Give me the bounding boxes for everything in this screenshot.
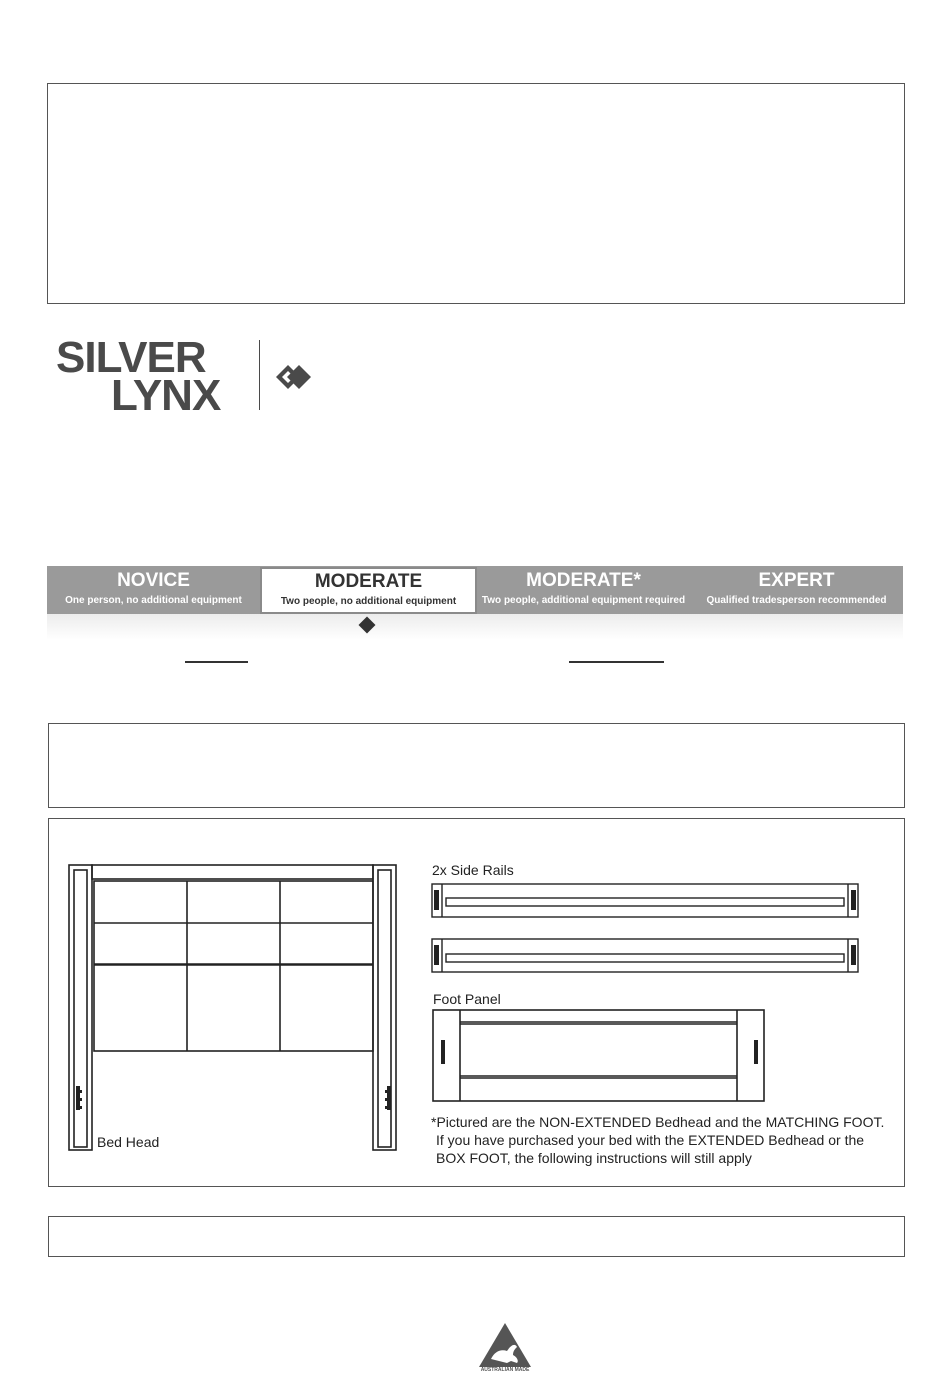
note-line: *Pictured are the NON-EXTENDED Bedhead and the MATCHING FOOT. — [431, 1114, 885, 1130]
australian-made-text: AUSTRALIAN MADE — [480, 1367, 530, 1373]
difficulty-subtitle: One person, no additional equipment — [65, 595, 242, 606]
logo-line-2: LYNX — [111, 371, 221, 420]
difficulty-subtitle: Two people, additional equipment required — [481, 595, 686, 606]
difficulty-subtitle: Two people, no additional equipment — [280, 596, 457, 607]
difficulty-bar — [47, 566, 903, 614]
logo-line-1: SILVER — [56, 333, 206, 382]
logo-divider — [259, 340, 260, 410]
blank-underline-1 — [185, 661, 248, 663]
bed-head-drawing — [66, 862, 402, 1154]
difficulty-title: MODERATE* — [526, 570, 641, 591]
difficulty-shadow — [47, 614, 903, 640]
side-rails-drawing — [430, 882, 862, 978]
difficulty-moderate-selected — [260, 567, 477, 614]
foot-panel-drawing — [430, 1008, 768, 1104]
difficulty-moderate-star — [477, 566, 690, 614]
difficulty-subtitle: Qualified tradesperson recommended — [706, 595, 887, 606]
header-box — [47, 83, 905, 304]
note-line: If you have purchased your bed with the EXTENDED Bedhead or the — [436, 1132, 865, 1148]
footer-box — [48, 1216, 905, 1257]
difficulty-title: NOVICE — [117, 570, 190, 591]
parts-note — [431, 1113, 901, 1167]
note-line: BOX FOOT, the following instructions will still apply — [436, 1150, 752, 1166]
foot-panel-label: Foot Panel — [433, 991, 501, 1007]
lynx-diamond-icon — [276, 364, 312, 390]
difficulty-title: EXPERT — [758, 570, 835, 591]
difficulty-novice — [47, 566, 260, 614]
difficulty-expert — [690, 566, 903, 614]
info-box — [48, 723, 905, 808]
difficulty-title: MODERATE — [314, 571, 423, 592]
bed-head-label: Bed Head — [97, 1134, 160, 1150]
side-rails-label: 2x Side Rails — [432, 862, 514, 878]
blank-underline-2 — [569, 661, 664, 663]
silver-lynx-logo — [56, 333, 326, 420]
